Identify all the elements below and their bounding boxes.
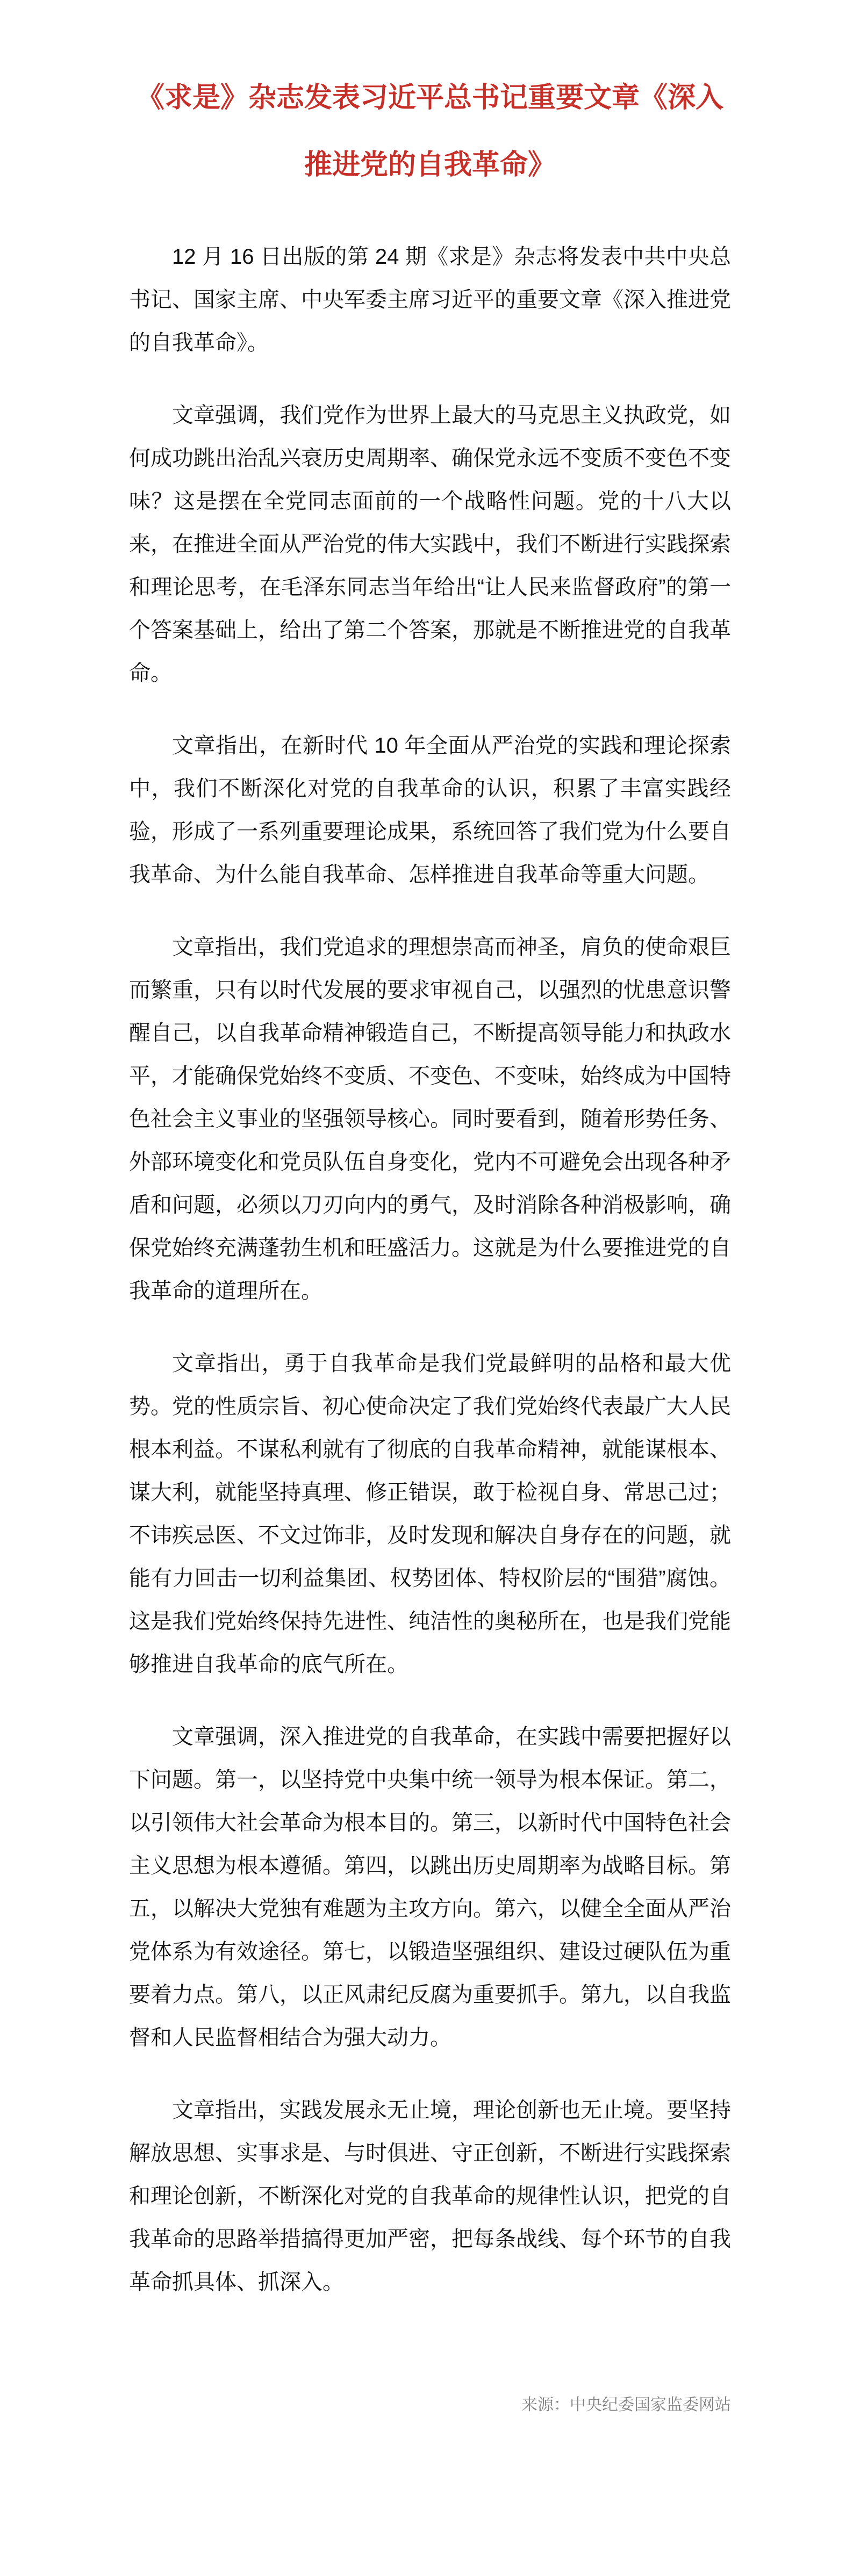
article-paragraph: 文章指出，我们党追求的理想崇高而神圣，肩负的使命艰巨而繁重，只有以时代发展的要求审视自己，以强烈的忧患意识警醒自己，以自我革命精神锻造自己，不断提高领导能力和执政水平，才能确保党始终不变质、不变色、不变味，始终成为中国特色社会主义事业的坚强领导核心。同时要看到，随着形势任务、外部环境变化和党员队伍自身变化，党内不可避免会出现各种矛盾和问题，必须以刀刃向内的勇气，及时消除各种消极影响，确保党始终充满蓬勃生机和旺盛活力。这就是为什么要推进党的自我革命的道理所在。 (129, 935, 731, 1303)
article-paragraph: 文章指出，在新时代 10 年全面从严治党的实践和理论探索中，我们不断深化对党的自我革命的认识，积累了丰富实践经验，形成了一系列重要理论成果，系统回答了我们党为什么要自我革命、为什么能自我革命、怎样推进自我革命等重大问题。 (129, 734, 731, 886)
article-paragraph: 文章指出，勇于自我革命是我们党最鲜明的品格和最大优势。党的性质宗旨、初心使命决定了我们党始终代表最广大人民根本利益。不谋私利就有了彻底的自我革命精神，就能谋根本、谋大利，就能坚持真理、修正错误，敢于检视自身、常思己过；不讳疾忌医、不文过饰非，及时发现和解决自身存在的问题，就能有力回击一切利益集团、权势团体、特权阶层的“围猎”腐蚀。这是我们党始终保持先进性、纯洁性的奥秘所在，也是我们党能够推进自我革命的底气所在。 (129, 1352, 731, 1676)
source-attribution: 来源：中央纪委国家监委网站 (521, 2396, 731, 2414)
article-paragraph: 文章指出，实践发展永无止境，理论创新也无止境。要坚持解放思想、实事求是、与时俱进、守正创新，不断进行实践探索和理论创新，不断深化对党的自我革命的规律性认识，把党的自我革命的思路举措搞得更加严密，把每条战线、每个环节的自我革命抓具体、抓深入。 (129, 2098, 731, 2294)
article-body (129, 235, 731, 2304)
article-page (129, 64, 731, 2502)
article-title: 《求是》杂志发表习近平总书记重要文章《深入推进党的自我革命》 (136, 82, 723, 181)
article-paragraph: 文章强调，我们党作为世界上最大的马克思主义执政党，如何成功跳出治乱兴衰历史周期率、确保党永远不变质不变色不变味？这是摆在全党同志面前的一个战略性问题。党的十八大以来，在推进全面从严治党的伟大实践中，我们不断进行实践探索和理论思考，在毛泽东同志当年给出“让人民来监督政府”的第一个答案基础上，给出了第二个答案，那就是不断推进党的自我革命。 (129, 403, 731, 685)
article-paragraph: 文章强调，深入推进党的自我革命，在实践中需要把握好以下问题。第一，以坚持党中央集中统一领导为根本保证。第二，以引领伟大社会革命为根本目的。第三，以新时代中国特色社会主义思想为根本遵循。第四，以跳出历史周期率为战略目标。第五，以解决大党独有难题为主攻方向。第六，以健全全面从严治党体系为有效途径。第七，以锻造坚强组织、建设过硬队伍为重要着力点。第八，以正风肃纪反腐为重要抓手。第九，以自我监督和人民监督相结合为强大动力。 (129, 1725, 731, 2050)
article-paragraph: 12 月 16 日出版的第 24 期《求是》杂志将发表中共中央总书记、国家主席、中央军委主席习近平的重要文章《深入推进党的自我革命》。 (129, 245, 731, 355)
